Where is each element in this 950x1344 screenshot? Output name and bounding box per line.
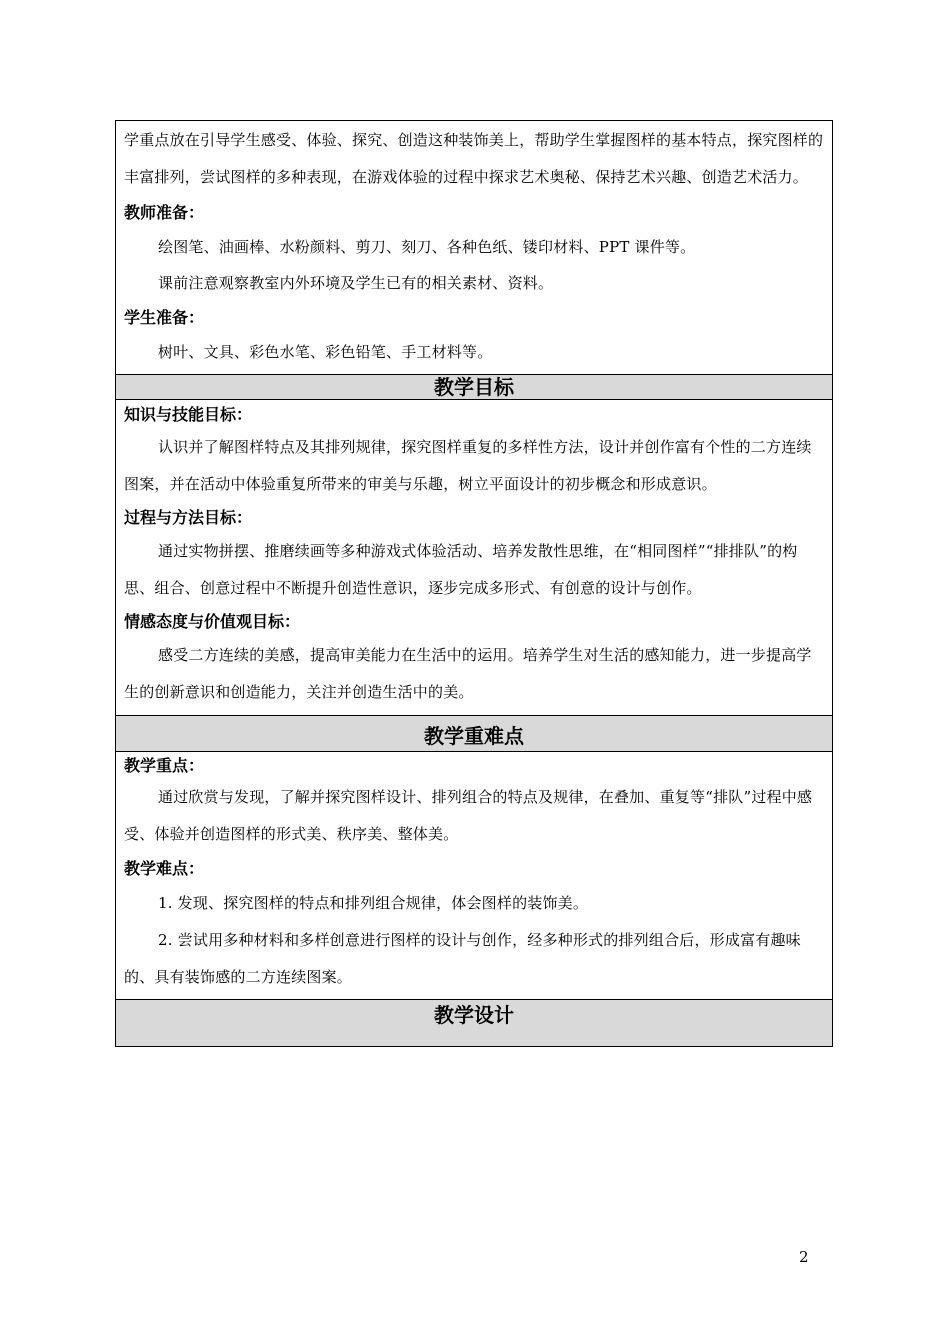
keypoints-section	[116, 752, 832, 1000]
teacher-prep-line-2: 课前注意观察教室内外环境及学生已有的相关素材、资料。	[158, 274, 554, 292]
emotion-goal-heading: 情感态度与价值观目标：	[124, 612, 301, 631]
goals-section	[116, 400, 832, 716]
design-title: 教学设计	[116, 1000, 832, 1046]
goals-title: 教学目标	[116, 375, 832, 400]
student-prep-line-1: 树叶、文具、彩色水笔、彩色铅笔、手工材料等。	[158, 343, 493, 361]
process-goal-text: 通过实物拼摆、推磨续画等多种游戏式体验活动、培养发散性思维，在“相同图样”“排排队”的构思、组合、创意过程中不断提升创造性意识，逐步完成多形式、有创意的设计与创作。	[124, 542, 798, 597]
teacher-prep-line-1: 绘图笔、油画棒、水粉颜料、剪刀、刻刀、各种色纸、镂印材料、PPT 课件等。	[158, 238, 696, 256]
preparation-section	[116, 121, 832, 375]
knowledge-goal-text: 认识并了解图样特点及其排列规律，探究图样重复的多样性方法，设计并创作富有个性的二方连续图案，并在活动中体验重复所带来的审美与乐趣，树立平面设计的初步概念和形成意识。	[124, 438, 812, 493]
difficulty-item-2: 2. 尝试用多种材料和多样创意进行图样的设计与创作，经多种形式的排列组合后，形成富有趣味的、具有装饰感的二方连续图案。	[124, 931, 801, 986]
keypoints-title: 教学重难点	[116, 716, 832, 752]
focus-text: 通过欣赏与发现，了解并探究图样设计、排列组合的特点及规律，在叠加、重复等“排队”过程中感受、体验并创造图样的形式美、秩序美、整体美。	[124, 788, 813, 843]
teacher-prep-heading: 教师准备：	[124, 203, 205, 222]
knowledge-goal-heading: 知识与技能目标：	[124, 405, 253, 424]
emotion-goal-text: 感受二方连续的美感，提高审美能力在生活中的运用。培养学生对生活的感知能力，进一步提高学生的创新意识和创造能力，关注并创造生活中的美。	[124, 646, 812, 701]
difficulty-heading: 教学难点：	[124, 859, 205, 878]
student-prep-heading: 学生准备：	[124, 308, 205, 327]
process-goal-heading: 过程与方法目标：	[124, 508, 253, 527]
difficulty-item-1: 1. 发现、探究图样的特点和排列组合规律，体会图样的装饰美。	[158, 894, 589, 912]
lesson-table	[115, 120, 833, 1047]
focus-heading: 教学重点：	[124, 756, 205, 775]
intro-paragraph: 学重点放在引导学生感受、体验、探究、创造这种装饰美上，帮助学生掌握图样的基本特点，探究图样的丰富排列，尝试图样的多种表现，在游戏体验的过程中探求艺术奥秘、保持艺术兴趣、创造艺术活力。	[124, 131, 824, 186]
page-number: 2	[799, 1248, 809, 1266]
